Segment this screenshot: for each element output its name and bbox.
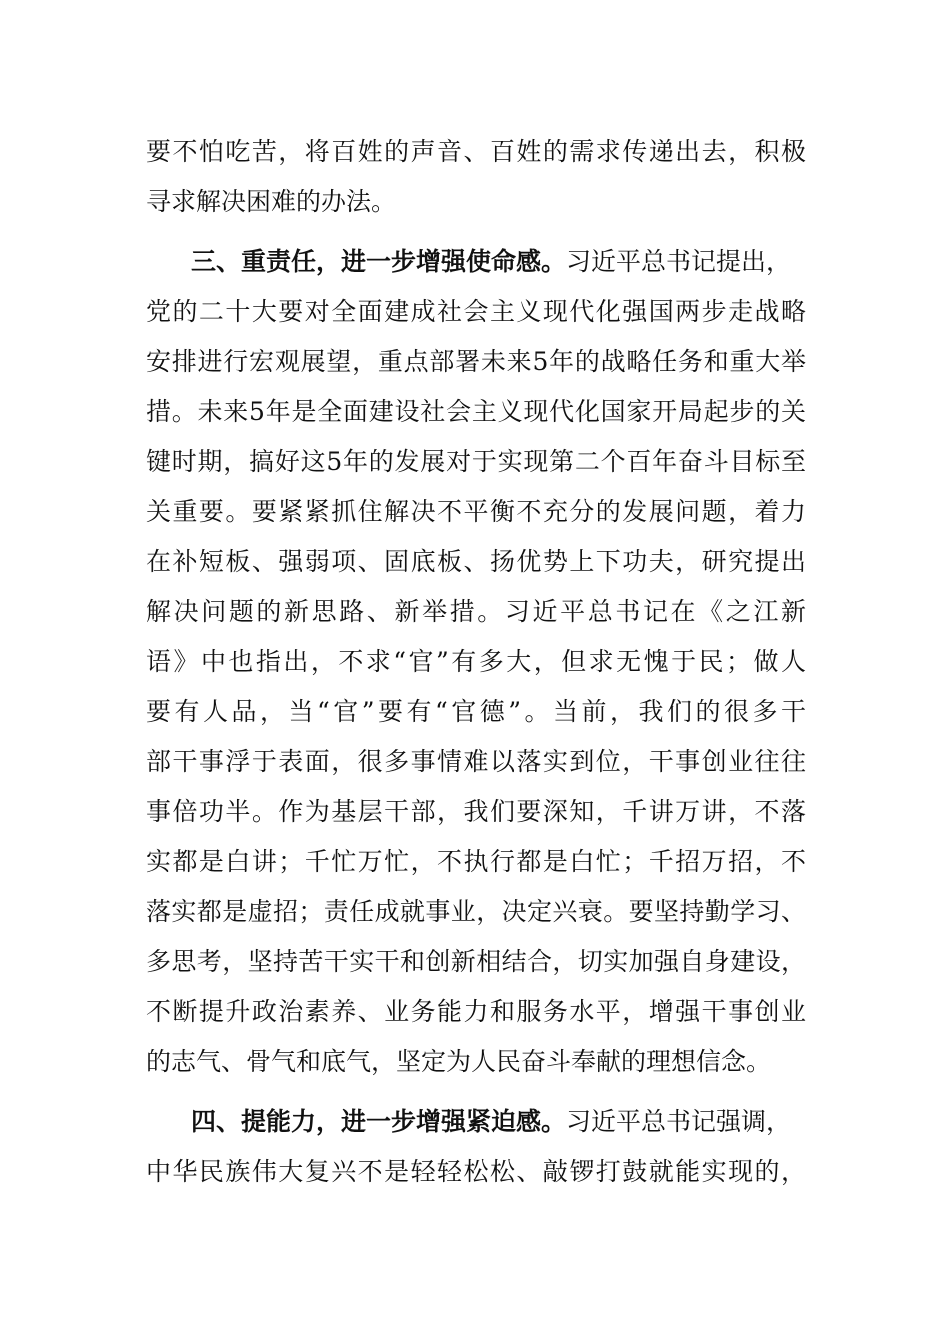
text-line: 解决问题的新思路、新举措。习近平总书记在《之江新: [146, 597, 806, 626]
text-line: 键时期，搞好这5年的发展对于实现第二个百年奋斗目标至: [146, 447, 806, 476]
section-three-lead-text: 习近平总书记提出，: [566, 247, 792, 276]
text-line: 不断提升政治素养、业务能力和服务水平，增强干事创业: [146, 997, 806, 1026]
text-line: 部干事浮于表面，很多事情难以落实到位，干事创业往往: [146, 747, 806, 776]
text-line: 在补短板、强弱项、固底板、扬优势上下功夫，研究提出: [146, 547, 806, 576]
text-line: 安排进行宏观展望，重点部署未来5年的战略任务和重大举: [146, 347, 806, 376]
section-four-paragraph-start: [191, 1097, 791, 1147]
section-four-lead-text: 习近平总书记强调，: [566, 1107, 792, 1136]
text-line: 寻求解决困难的办法。: [146, 187, 397, 216]
text-line: 的志气、骨气和底气，坚定为人民奋斗奉献的理想信念。: [146, 1047, 772, 1076]
text-line: 语》中也指出，不求“官”有多大，但求无愧于民；做人: [146, 647, 806, 676]
section-three-paragraph-start: [191, 237, 791, 287]
text-line: 事倍功半。作为基层干部，我们要深知，千讲万讲，不落: [146, 797, 806, 826]
text-line: 要不怕吃苦，将百姓的声音、百姓的需求传递出去，积极: [146, 137, 806, 166]
text-line: 多思考，坚持苦干实干和创新相结合，切实加强自身建设，: [146, 947, 806, 976]
text-line: 措。未来5年是全面建设社会主义现代化国家开局起步的关: [146, 397, 806, 426]
text-line: 中华民族伟大复兴不是轻轻松松、敲锣打鼓就能实现的，: [146, 1157, 806, 1186]
section-four-heading: 四、提能力，进一步增强紧迫感。: [191, 1107, 567, 1136]
text-line: 关重要。要紧紧抓住解决不平衡不充分的发展问题，着力: [146, 497, 806, 526]
text-line: 实都是白讲；千忙万忙，不执行都是白忙；千招万招，不: [146, 847, 806, 876]
section-three-heading: 三、重责任，进一步增强使命感。: [191, 247, 567, 276]
text-line: 落实都是虚招；责任成就事业，决定兴衰。要坚持勤学习、: [146, 897, 806, 926]
text-line: 党的二十大要对全面建成社会主义现代化强国两步走战略: [146, 297, 806, 326]
text-line: 要有人品，当“官”要有“官德”。当前，我们的很多干: [146, 697, 806, 726]
